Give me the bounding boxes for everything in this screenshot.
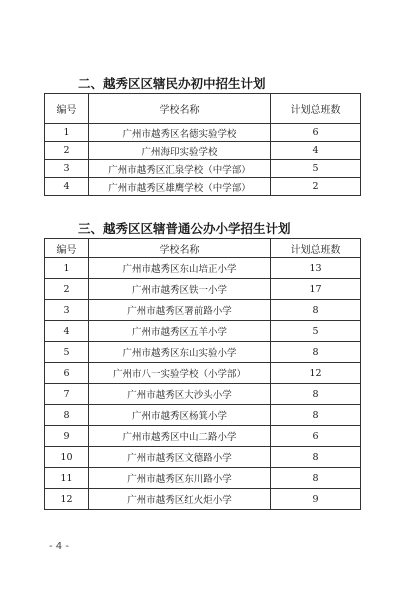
school-name: 广州市越秀区名德实验学校 [89,124,271,142]
row-number: 5 [45,342,89,363]
header-number: 编号 [45,94,89,124]
row-number: 9 [45,426,89,447]
table-row [45,160,361,178]
school-name: 广州市八一实验学校（小学部） [89,363,271,384]
school-name: 广州市越秀区文德路小学 [89,447,271,468]
row-number: 6 [45,363,89,384]
section-title-public-primary-schools: 三、越秀区区辖普通公办小学招生计划 [78,221,291,236]
table-header-row [45,94,361,124]
class-count: 6 [271,426,361,447]
table-row [45,489,361,510]
table-row [45,342,361,363]
table-row [45,384,361,405]
header-total-classes: 计划总班数 [271,239,361,258]
row-number: 8 [45,405,89,426]
row-number: 4 [45,178,89,196]
class-count: 8 [271,384,361,405]
class-count: 4 [271,142,361,160]
header-total-classes: 计划总班数 [271,94,361,124]
table-row [45,178,361,196]
table-row [45,468,361,489]
class-count: 12 [271,363,361,384]
class-count: 8 [271,468,361,489]
class-count: 5 [271,321,361,342]
school-name: 广州市越秀区署前路小学 [89,300,271,321]
class-count: 5 [271,160,361,178]
school-name: 广州海印实验学校 [89,142,271,160]
section-title-private-middle-schools: 二、越秀区区辖民办初中招生计划 [78,76,266,91]
school-name: 广州市越秀区汇泉学校（中学部） [89,160,271,178]
row-number: 4 [45,321,89,342]
row-number: 1 [45,124,89,142]
row-number: 11 [45,468,89,489]
school-name: 广州市越秀区中山二路小学 [89,426,271,447]
header-school-name: 学校名称 [89,239,271,258]
school-name: 广州市越秀区红火炬小学 [89,489,271,510]
school-name: 广州市越秀区雄鹰学校（中学部） [89,178,271,196]
row-number: 10 [45,447,89,468]
row-number: 3 [45,300,89,321]
table-row [45,426,361,447]
class-count: 17 [271,279,361,300]
table-row [45,124,361,142]
table-row [45,405,361,426]
school-name: 广州市越秀区铁一小学 [89,279,271,300]
private-middle-school-table [44,93,361,196]
table-row [45,363,361,384]
class-count: 8 [271,447,361,468]
school-name: 广州市越秀区东川路小学 [89,468,271,489]
class-count: 13 [271,258,361,279]
school-name: 广州市越秀区东山实验小学 [89,342,271,363]
page-number: - 4 - [49,541,69,552]
class-count: 9 [271,489,361,510]
row-number: 2 [45,279,89,300]
header-school-name: 学校名称 [89,94,271,124]
table-row [45,279,361,300]
row-number: 1 [45,258,89,279]
table-header-row [45,239,361,258]
row-number: 3 [45,160,89,178]
header-number: 编号 [45,239,89,258]
school-name: 广州市越秀区东山培正小学 [89,258,271,279]
table-row [45,258,361,279]
class-count: 8 [271,405,361,426]
school-name: 广州市越秀区五羊小学 [89,321,271,342]
table-row [45,447,361,468]
class-count: 8 [271,300,361,321]
public-primary-school-table [44,238,361,510]
row-number: 7 [45,384,89,405]
class-count: 6 [271,124,361,142]
table-row [45,142,361,160]
school-name: 广州市越秀区大沙头小学 [89,384,271,405]
class-count: 8 [271,342,361,363]
row-number: 2 [45,142,89,160]
table-row [45,321,361,342]
school-name: 广州市越秀区杨箕小学 [89,405,271,426]
row-number: 12 [45,489,89,510]
table-row [45,300,361,321]
class-count: 2 [271,178,361,196]
